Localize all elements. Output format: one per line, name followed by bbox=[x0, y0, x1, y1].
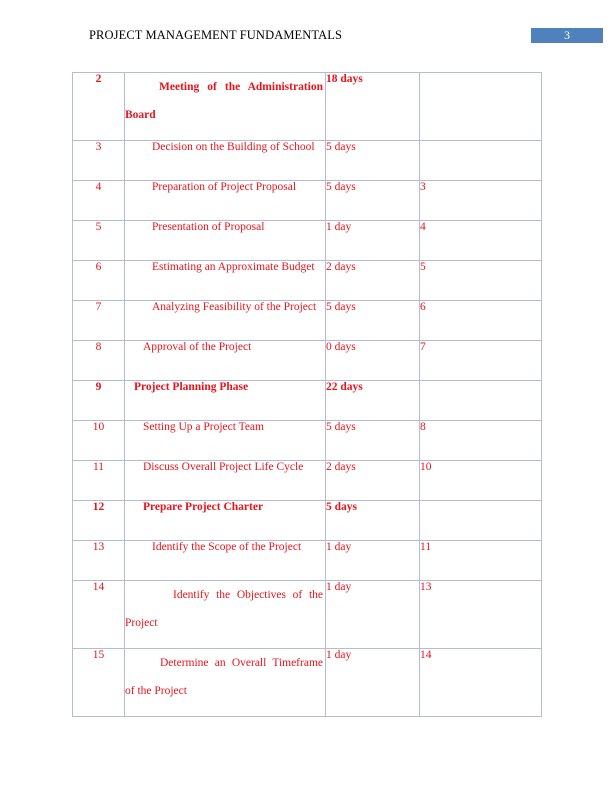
task-predecessor: 10 bbox=[420, 461, 542, 501]
task-duration: 5 days bbox=[326, 421, 420, 461]
task-duration: 18 days bbox=[326, 73, 420, 141]
table-row bbox=[73, 73, 542, 141]
task-name: Presentation of Proposal bbox=[152, 221, 265, 233]
table-row bbox=[73, 541, 542, 581]
table-row bbox=[73, 221, 542, 261]
task-predecessor: 5 bbox=[420, 261, 542, 301]
task-id: 2 bbox=[73, 73, 125, 141]
task-id: 4 bbox=[73, 181, 125, 221]
task-predecessor: 3 bbox=[420, 181, 542, 221]
table-row bbox=[73, 581, 542, 649]
table-row bbox=[73, 501, 542, 541]
task-id: 7 bbox=[73, 301, 125, 341]
task-name-cell bbox=[125, 421, 326, 461]
task-id: 9 bbox=[73, 381, 125, 421]
task-name-cell bbox=[125, 501, 326, 541]
task-predecessor bbox=[420, 381, 542, 421]
task-name: Identify the Scope of the Project bbox=[152, 541, 302, 553]
task-name-cell bbox=[125, 461, 326, 501]
task-duration: 5 days bbox=[326, 141, 420, 181]
task-name-cell bbox=[125, 73, 326, 141]
task-name: Identify the Objectives of the Project bbox=[125, 589, 323, 629]
task-name: Project Planning Phase bbox=[134, 381, 249, 393]
task-id: 15 bbox=[73, 649, 125, 717]
task-id: 10 bbox=[73, 421, 125, 461]
task-id: 3 bbox=[73, 141, 125, 181]
task-name: Approval of the Project bbox=[143, 341, 252, 353]
task-duration: 0 days bbox=[326, 341, 420, 381]
task-name-cell bbox=[125, 381, 326, 421]
task-name-cell bbox=[125, 649, 326, 717]
table-row bbox=[73, 461, 542, 501]
task-id: 14 bbox=[73, 581, 125, 649]
task-predecessor: 13 bbox=[420, 581, 542, 649]
table-row bbox=[73, 301, 542, 341]
task-predecessor: 8 bbox=[420, 421, 542, 461]
task-name-cell bbox=[125, 581, 326, 649]
task-name: Meeting of the Administration Board bbox=[125, 81, 323, 121]
task-duration: 5 days bbox=[326, 301, 420, 341]
task-duration: 1 day bbox=[326, 649, 420, 717]
task-id: 11 bbox=[73, 461, 125, 501]
task-duration: 5 days bbox=[326, 501, 420, 541]
task-name-cell bbox=[125, 181, 326, 221]
task-duration: 2 days bbox=[326, 261, 420, 301]
task-predecessor bbox=[420, 141, 542, 181]
task-name: Prepare Project Charter bbox=[143, 501, 264, 513]
task-name-cell bbox=[125, 221, 326, 261]
task-name-cell bbox=[125, 301, 326, 341]
task-predecessor bbox=[420, 73, 542, 141]
table-row bbox=[73, 261, 542, 301]
task-name-cell bbox=[125, 341, 326, 381]
task-predecessor bbox=[420, 501, 542, 541]
task-predecessor: 4 bbox=[420, 221, 542, 261]
task-duration: 1 day bbox=[326, 581, 420, 649]
task-name: Preparation of Project Proposal bbox=[152, 181, 297, 193]
task-duration: 22 days bbox=[326, 381, 420, 421]
task-id: 5 bbox=[73, 221, 125, 261]
task-id: 6 bbox=[73, 261, 125, 301]
task-name: Analyzing Feasibility of the Project bbox=[152, 301, 317, 313]
task-duration: 5 days bbox=[326, 181, 420, 221]
task-name-cell bbox=[125, 141, 326, 181]
task-name: Estimating an Approximate Budget bbox=[152, 261, 315, 273]
table-row bbox=[73, 421, 542, 461]
task-predecessor: 6 bbox=[420, 301, 542, 341]
task-id: 8 bbox=[73, 341, 125, 381]
task-id: 12 bbox=[73, 501, 125, 541]
task-name-cell bbox=[125, 261, 326, 301]
task-duration: 1 day bbox=[326, 221, 420, 261]
task-name: Decision on the Building of School bbox=[152, 141, 315, 153]
task-id: 13 bbox=[73, 541, 125, 581]
table-row bbox=[73, 141, 542, 181]
page-number-badge: 3 bbox=[531, 28, 603, 43]
task-table bbox=[72, 72, 542, 717]
task-name: Discuss Overall Project Life Cycle bbox=[143, 461, 304, 473]
task-name: Setting Up a Project Team bbox=[143, 421, 264, 433]
task-name-cell bbox=[125, 541, 326, 581]
table-row bbox=[73, 341, 542, 381]
task-duration: 2 days bbox=[326, 461, 420, 501]
task-predecessor: 11 bbox=[420, 541, 542, 581]
task-name: Determine an Overall Timeframe of the Project bbox=[125, 657, 323, 697]
task-duration: 1 day bbox=[326, 541, 420, 581]
task-predecessor: 7 bbox=[420, 341, 542, 381]
running-header-title: PROJECT MANAGEMENT FUNDAMENTALS bbox=[89, 28, 343, 42]
table-row bbox=[73, 649, 542, 717]
task-predecessor: 14 bbox=[420, 649, 542, 717]
table-row bbox=[73, 381, 542, 421]
table-row bbox=[73, 181, 542, 221]
